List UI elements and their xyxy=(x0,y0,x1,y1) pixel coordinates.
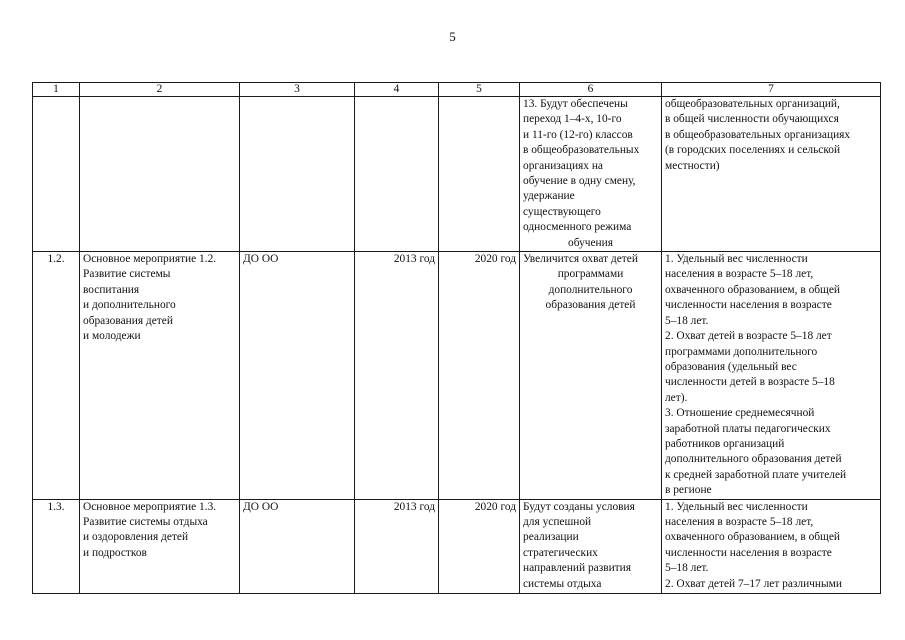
cell-line: к средней заработной плате учителей xyxy=(665,468,847,481)
cell-line: и дополнительного xyxy=(83,299,176,312)
header-cell: 5 xyxy=(439,83,520,97)
cell-line: (в городских поселениях и сельской xyxy=(665,144,841,157)
cell-line: численности населения в возрасте xyxy=(665,299,832,312)
cell-line: населения в возрасте 5–18 лет, xyxy=(665,515,814,528)
header-cell: 4 xyxy=(355,83,439,97)
cell-line: стратегических xyxy=(523,546,598,559)
cell-line: в общеобразовательных организациях xyxy=(665,128,851,141)
cell-line: дополнительного xyxy=(548,283,633,296)
cell-line: лет). xyxy=(665,391,688,404)
cell-line: в общей численности обучающихся xyxy=(665,113,839,126)
end-year-cell: 2020 год xyxy=(439,252,520,500)
result-cell xyxy=(520,499,662,593)
cell-line: существующего xyxy=(523,205,601,218)
cell-line: и молодежи xyxy=(83,330,141,343)
cell-line: переход 1–4-х, 10-го xyxy=(523,113,622,126)
cell-line: образования детей xyxy=(83,314,173,327)
executor-cell: ДО ОО xyxy=(240,252,355,500)
result-cell xyxy=(520,252,662,500)
header-row xyxy=(33,83,881,97)
cell-line: 5–18 лет. xyxy=(665,314,709,327)
measure-name-cell xyxy=(80,252,240,500)
cell-line: Развитие системы xyxy=(83,268,171,281)
header-cell: 2 xyxy=(80,83,240,97)
cell-line: 13. Будут обеспечены xyxy=(523,98,628,110)
cell-line: образования детей xyxy=(545,299,636,312)
cell-line: удержание xyxy=(523,190,575,203)
start-year-cell: 2013 год xyxy=(355,252,439,500)
cell-line: образования (удельный вес xyxy=(665,360,797,373)
cell-line: обучения xyxy=(568,236,613,249)
indicator-cell xyxy=(662,252,881,500)
cell-line: обучение в одну смену, xyxy=(523,175,636,188)
cell-line: 1. Удельный вес численности xyxy=(665,253,808,266)
header-cell: 6 xyxy=(520,83,662,97)
cell-line: Основное мероприятие 1.3. xyxy=(83,500,217,513)
empty-cell xyxy=(80,97,240,252)
cell-line: заработной платы педагогических xyxy=(665,422,831,435)
indicator-cell xyxy=(662,97,881,252)
start-year-cell: 2013 год xyxy=(355,499,439,593)
cell-line: программами дополнительного xyxy=(665,345,818,358)
cell-line: охваченного образованием, в общей xyxy=(665,531,840,544)
cell-line: Будут созданы условия xyxy=(523,500,635,513)
cell-line: 3. Отношение среднемесячной xyxy=(665,407,815,420)
cell-line: реализации xyxy=(523,531,579,544)
cell-line: программами xyxy=(557,268,624,281)
cell-line: 5–18 лет. xyxy=(665,562,709,575)
cell-line: Основное мероприятие 1.2. xyxy=(83,253,217,266)
cell-line: в регионе xyxy=(665,484,712,497)
cell-line: и 11-го (12-го) классов xyxy=(523,128,633,141)
cell-line: Увеличится охват детей xyxy=(523,253,638,266)
cell-line: воспитания xyxy=(83,283,140,296)
empty-cell xyxy=(439,97,520,252)
cell-line: односменного режима xyxy=(523,221,632,234)
cell-line: 2. Охват детей в возрасте 5–18 лет xyxy=(665,330,832,343)
end-year-cell: 2020 год xyxy=(439,499,520,593)
cell-line: 2. Охват детей 7–17 лет различными xyxy=(665,577,842,590)
cell-line: населения в возрасте 5–18 лет, xyxy=(665,268,814,281)
header-cell: 1 xyxy=(33,83,80,97)
row-number: 1.3. xyxy=(33,499,80,593)
cell-line: Развитие системы отдыха xyxy=(83,515,208,528)
header-cell: 7 xyxy=(662,83,881,97)
table-row-continuation xyxy=(33,97,881,252)
cell-line: дополнительного образования детей xyxy=(665,453,842,466)
cell-line: местности) xyxy=(665,159,720,172)
cell-line: и оздоровления детей xyxy=(83,531,189,544)
cell-line: работников организаций xyxy=(665,437,785,450)
table-row-1-3 xyxy=(33,499,881,593)
page-number: 5 xyxy=(449,29,456,44)
header-cell: 3 xyxy=(240,83,355,97)
measures-table xyxy=(32,82,881,594)
measure-name-cell xyxy=(80,499,240,593)
cell-line: направлений развития xyxy=(523,562,631,575)
cell-line: численности детей в возрасте 5–18 xyxy=(665,376,835,389)
indicator-cell xyxy=(662,499,881,593)
cell-line: и подростков xyxy=(83,546,147,559)
cell-line: 1. Удельный вес численности xyxy=(665,500,808,513)
result-cell xyxy=(520,97,662,252)
empty-cell xyxy=(240,97,355,252)
executor-cell: ДО ОО xyxy=(240,499,355,593)
empty-cell xyxy=(33,97,80,252)
row-number: 1.2. xyxy=(33,252,80,500)
cell-line: в общеобразовательных xyxy=(523,144,640,157)
table-row-1-2 xyxy=(33,252,881,500)
cell-line: охваченного образованием, в общей xyxy=(665,283,840,296)
empty-cell xyxy=(355,97,439,252)
cell-line: численности населения в возрасте xyxy=(665,546,832,559)
cell-line: общеобразовательных организаций, xyxy=(665,98,840,110)
cell-line: организациях на xyxy=(523,159,603,172)
cell-line: системы отдыха xyxy=(523,577,602,590)
cell-line: для успешной xyxy=(523,515,592,528)
